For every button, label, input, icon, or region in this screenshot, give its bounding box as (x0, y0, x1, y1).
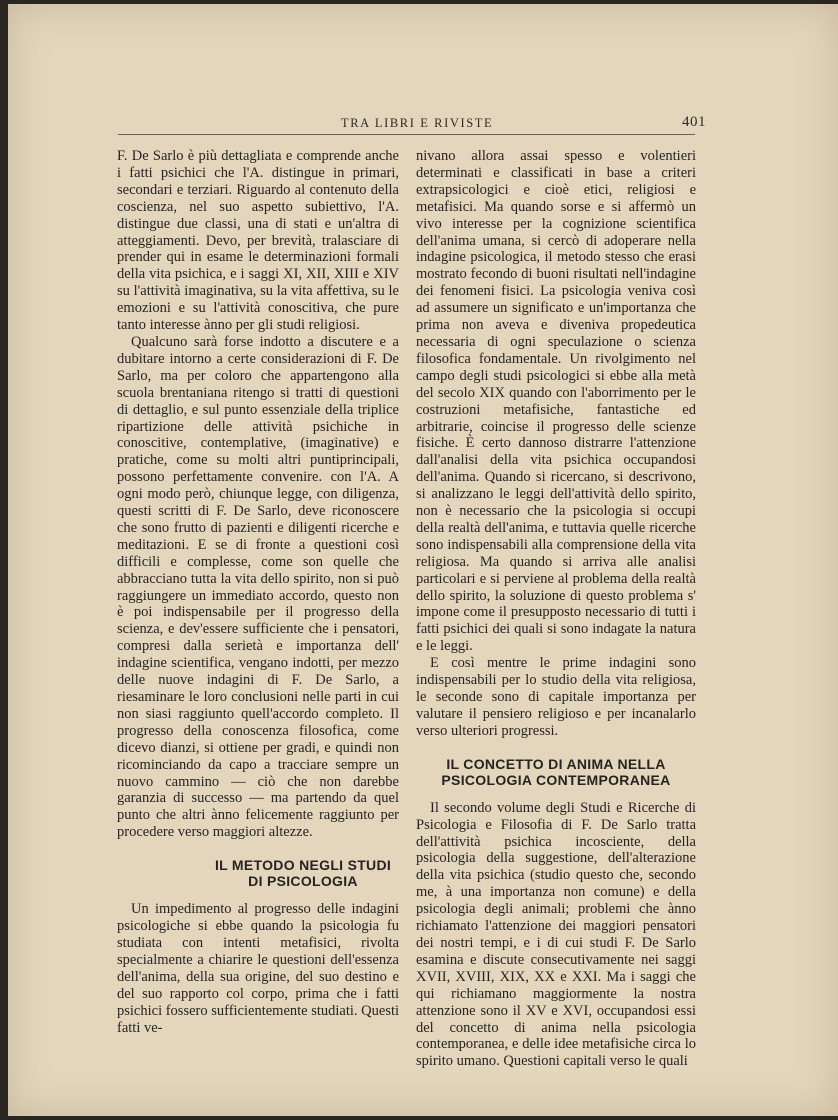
paragraph: Un impedimento al progresso delle indagini psicologiche si ebbe quando la psicologia fu studiata con intenti metafisici, rivolta specialmente a chiarire le questioni dell'essenza dell'anima, della sua origine, del suo destino e del suo rapporto col corpo, prima che i fatti psichici fossero sufficientemente studiati. Questi fatti ve- (117, 901, 400, 1036)
right-column (416, 148, 696, 1070)
left-column (117, 148, 399, 1036)
section-title (207, 857, 399, 889)
paragraph: Il secondo volume degli Studi e Ricerche di Psicologia e Filosofia di F. De Sarlo tratta dell'attività psichica incosciente, della psicologia della suggestione, dell'alterazione della vita psichica (studio questo che, secondo me, à una importanza non comune) e della psicologia degli animali; problemi che ànno richiamato l'attenzione dei maggiori pensatori dei nostri tempi, e i di cui studi F. De Sarlo esamina e discute consecutivamente nei saggi XVII, XVIII, XIX, XX e XXI. Ma i saggi che qui richiamano maggiormente la nostra attenzione sono il XV e XVI, occupandosi essi del concetto di anima nella psicologia contemporanea, e delle idee metafisiche circa lo spirito umano. Questioni capitali verso le quali (416, 799, 696, 1070)
page-number: 401 (682, 114, 706, 130)
section-title-line: PSICOLOGIA CONTEMPORANEA (441, 771, 671, 788)
section-title-line: IL CONCETTO DI ANIMA NELLA (446, 755, 666, 772)
paragraph: F. De Sarlo è più dettagliata e comprende anche i fatti psichici che l'A. distingue in primari, secondari e terziari. Riguardo al contenuto della coscienza, nel suo aspetto subiettivo, l'A. distingue due classi, una di stati e un'altra di atteggiamenti. Devo, per brevità, tralasciare di prender qui in esame le determinazioni formali della vita psichica, e i saggi XI, XII, XIII e XIV su l'attività imaginativa, su la vita affettiva, su le emozioni e su l'attività conoscitiva, che pure tanto interesse ànno per gli studi religiosi. (117, 148, 399, 334)
section-title-line: IL METODO NEGLI STUDI (214, 857, 392, 874)
paragraph: Qualcuno sarà forse indotto a discutere e a dubitare intorno a certe considerazioni di F. De Sarlo, ma per coloro che appartengono alla scuola brentaniana ritengo si tratti di questioni di dettaglio, e sul punto essenziale della triplice ripartizione delle attività psichiche in conoscitive, contemplative, (imaginative) e pratiche, come su molti altri puntiprincipali, possono perfettamente convenire. con l'A. A ogni modo però, chiunque legge, con diligenza, questi scritti di F. De Sarlo, deve riconoscere che sono frutto di pazienti e diligenti ricerche e meditazioni. E se di fronte a questioni così difficili e complesse, come son quelle che abbracciano tutta la vita dello spirito, non si può raggiungere un immediato accordo, questo non è poi indispensabile per il progresso della scienza, e dev'essere sufficiente che i pensatori, compresi dalla serietà e importanza dell' indagine scientifica, vengano indotti, per mezzo delle nuove indagini di F. De Sarlo, a riesaminare le loro conclusioni nelle parti in cui non siasi raggiunto quell'accordo completo. Il progresso della conoscenza filosofica, come dicevo dianzi, si ottiene per gradi, e quindi non ricominciando da capo a tracciare sempre un nuovo cammino — ciò che non darebbe garanzia di successo — ma partendo da quel punto che altri ànno felicemente raggiunto per procedere verso maggiori altezze. (117, 333, 399, 841)
running-title: TRA LIBRI E RIVISTE (341, 116, 494, 130)
paragraph: E così mentre le prime indagini sono indispensabili per lo studio della vita religiosa, le seconde sono di capitale importanza per valutare il pensiero religioso e per incanalarlo verso ulteriori progressi. (416, 655, 696, 739)
page-header (126, 116, 706, 136)
header-rule (118, 134, 695, 135)
section-title-line: DI PSICOLOGIA (248, 873, 358, 890)
section-title (416, 756, 696, 788)
paragraph: nivano allora assai spesso e volentieri determinati e classificati in base a criteri extrapsicologici e cioè etici, religiosi e metafisici. Ma quando sorse e si affermò un vivo interesse per la cognizione scientifica dell'anima umana, si cercò di adoperare nella indagine psicologica, il metodo stesso che erasi mostrato fecondo di buoni risultati nell'indagine dei fenomeni fisici. La psicologia veniva così ad assumere un significato e un'importanza che prima non aveva e diveniva propedeutica necessaria di ogni speculazione o scienza filosofica fondamentale. Un rivolgimento nel campo degli studi psicologici si ebbe alla metà del secolo XIX quando con l'aborrimento per le costruzioni metafisiche, fantastiche ed arbitrarie, coincise il progresso delle scienze fisiche. È certo dannoso distrarre l'attenzione dall'analisi della vita psichica occupandosi dell'anima. Quando si ricercano, si descrivono, si analizzano le leggi dell'attività dello spirito, non è necessario che la psicologia si occupi della realtà dell'anima, e tuttavia quelle ricerche sono indispensabili alla comprensione della vita religiosa. Ma quando si arriva alle analisi particolari e si perviene al problema della realtà dello spirito, la soluzione di questo problema s' impone come il presupposto necessario di tutti i fatti psichici dei quali si sono indagate la natura e le leggi. (416, 148, 696, 655)
